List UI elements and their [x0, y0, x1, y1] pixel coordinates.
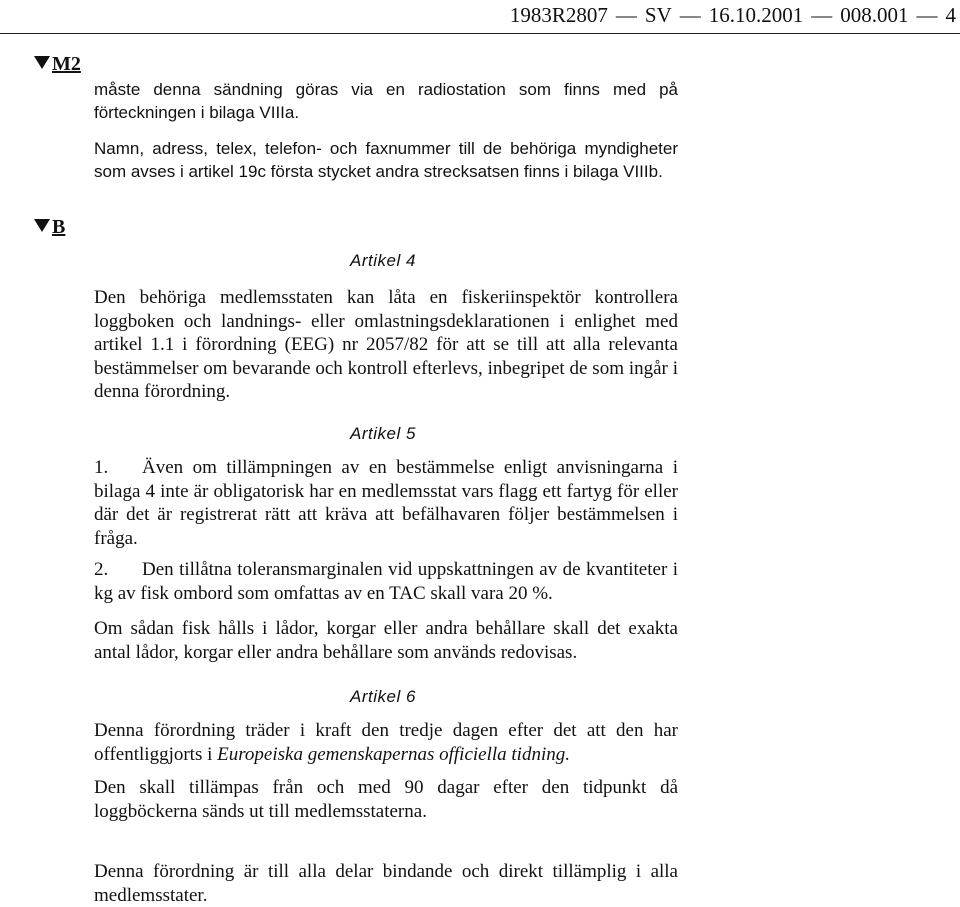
article-6-paragraph-2: Den skall tillämpas från och med 90 dagar efter den tidpunkt då loggböckerna sänds ut till medlemsstaterna. [94, 777, 678, 822]
amendment-marker-m2 [34, 52, 81, 76]
article-5-item-1: 1. Även om tillämpningen av en bestämmelse enligt anvisningarna i bilaga 4 inte är obligatorisk har en medlemsstat vars flagg ett fartyg för eller där det är registrerat rätt att kräva att befälhavaren följer bestämmelsen i fråga. [94, 457, 678, 549]
version-number: 008.001 [840, 3, 909, 27]
closing-statement: Denna förordning är till alla delar bindande och direkt tillämplig i alla medlemsstater. [94, 861, 678, 906]
article-4-text: Den behöriga medlemsstaten kan låta en fiskeriinspektör kontrollera loggboken och landnings- eller omlastningsdeklarationen i enlighet med artikel 1.1 i förordning (EEG) nr 2057/82 för att se till att alla relevanta bestämmelser om bevarande och kontroll efterlevs, inbegripet de som ingår i denna förordning. [94, 287, 678, 402]
triangle-down-icon [34, 56, 50, 69]
page-number: 4 [945, 3, 956, 27]
amendment-marker-b [34, 215, 65, 239]
paragraph-radiostation: måste denna sändning göras via en radiostation som finns med på förteckningen i bilaga VIIIa. [94, 80, 678, 122]
marker-label: M2 [52, 53, 81, 75]
article-6-paragraph-1: Denna förordning träder i kraft den tredje dagen efter det att den har offentliggjorts i Europeiska gemenskapernas officiella tidning. [94, 720, 678, 765]
article-5-paragraph-3: Om sådan fisk hålls i lådor, korgar eller andra behållare skall det exakta antal lådor, korgar eller andra behållare som används redovisas. [94, 618, 678, 663]
triangle-down-icon [34, 219, 50, 232]
paragraph-authorities: Namn, adress, telex, telefon- och faxnummer till de behöriga myndigheter som avses i artikel 19c första stycket andra strecksatsen finns i bilaga VIIIb. [94, 139, 678, 181]
journal-title: Europeiska gemenskapernas officiella tidning. [217, 743, 570, 765]
marker-label: B [52, 216, 66, 238]
article-6-heading: Artikel 6 [350, 687, 416, 706]
language-code: SV [644, 3, 672, 27]
article-5-item-2: 2. Den tillåtna toleransmarginalen vid uppskattningen av de kvantiteter i kg av fisk ombord som omfattas av en TAC skall vara 20 %. [94, 559, 678, 604]
page-header: 1983R2807 — SV — 16.10.2001 — 008.001 — 4 [509, 3, 956, 27]
document-date: 16.10.2001 [708, 3, 804, 27]
header-rule [0, 33, 960, 34]
article-5-heading: Artikel 5 [350, 424, 416, 443]
article-4-heading: Artikel 4 [350, 251, 416, 270]
document-id: 1983R2807 [509, 3, 608, 27]
